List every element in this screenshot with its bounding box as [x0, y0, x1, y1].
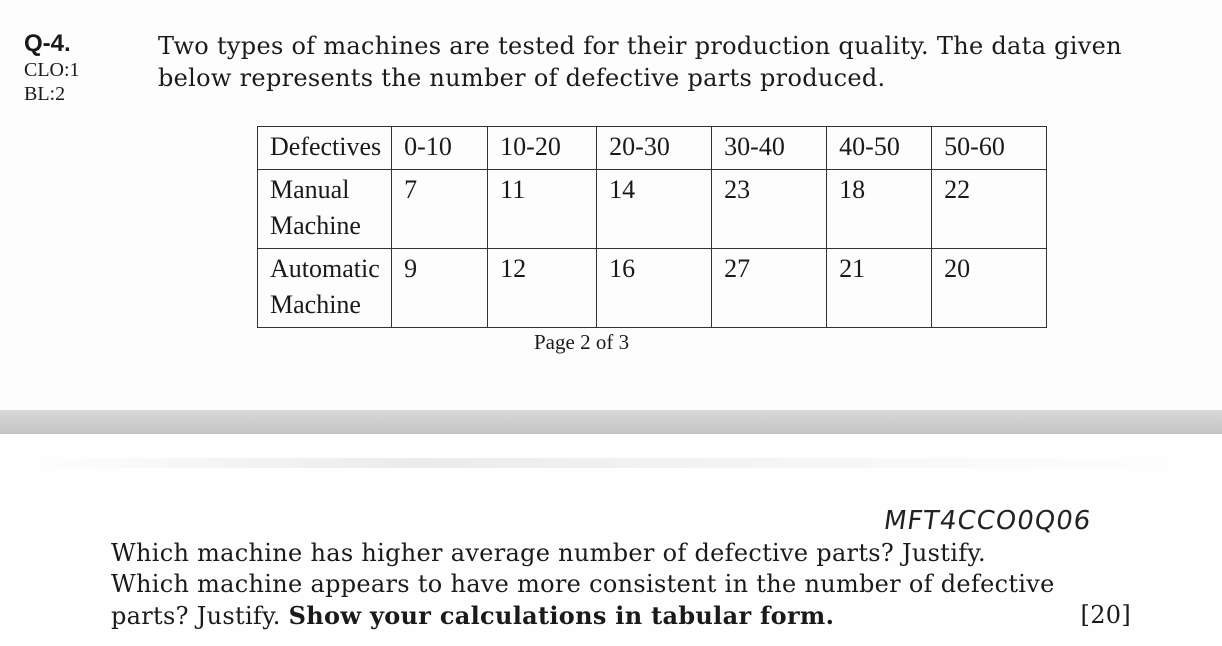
- question-meta: [24, 30, 80, 106]
- table-cell: 7: [392, 170, 488, 249]
- header-cell: 40-50: [827, 127, 932, 170]
- header-cell: 30-40: [712, 127, 827, 170]
- question-text: Two types of machines are tested for their production quality. The data given below represents the number of defective parts produced.: [158, 32, 1122, 92]
- bl-label: BL:2: [24, 83, 66, 105]
- continuation-text: [111, 538, 1131, 632]
- row-label-line: Manual: [270, 175, 350, 204]
- table-cell: 22: [932, 170, 1047, 249]
- header-cell: 50-60: [932, 127, 1047, 170]
- continuation-line: [111, 600, 1131, 632]
- table-row: [258, 249, 1047, 328]
- page-3-section: [0, 434, 1222, 646]
- scan-smudge: [30, 458, 1190, 468]
- page-number: Page 2 of 3: [534, 330, 630, 354]
- table-row: [258, 170, 1047, 249]
- table-cell: 16: [597, 249, 712, 328]
- table-cell: 9: [392, 249, 488, 328]
- marks-label: [20]: [1080, 601, 1131, 629]
- table-cell: 23: [712, 170, 827, 249]
- handwritten-code: MFT4CCO0Q06: [881, 506, 1094, 536]
- row-label-line: Automatic: [270, 254, 380, 283]
- table-cell: 27: [712, 249, 827, 328]
- instruction-bold: Show your calculations in tabular form.: [288, 601, 835, 630]
- header-cell: Defectives: [258, 127, 392, 170]
- continuation-line: Which machine appears to have more consistent in the number of defective: [111, 570, 1055, 598]
- header-cell: 0-10: [392, 127, 488, 170]
- table-cell: 18: [827, 170, 932, 249]
- header-cell: 10-20: [488, 127, 597, 170]
- row-label-line: Machine: [270, 290, 361, 319]
- question-number: Q-4.: [24, 30, 71, 57]
- table-cell: 14: [597, 170, 712, 249]
- table-header-row: [258, 127, 1047, 170]
- table-cell: 21: [827, 249, 932, 328]
- defectives-table: [257, 126, 1047, 328]
- row-label: [258, 170, 392, 249]
- clo-label: CLO:1: [24, 59, 80, 81]
- page-separator: [0, 410, 1222, 434]
- table-cell: 20: [932, 249, 1047, 328]
- table-cell: 11: [488, 170, 597, 249]
- row-label-line: Machine: [270, 211, 361, 240]
- row-label: [258, 249, 392, 328]
- continuation-line: Which machine has higher average number of defective parts? Justify.: [111, 539, 986, 567]
- header-cell: 20-30: [597, 127, 712, 170]
- table-cell: 12: [488, 249, 597, 328]
- continuation-plain: parts? Justify.: [111, 602, 281, 630]
